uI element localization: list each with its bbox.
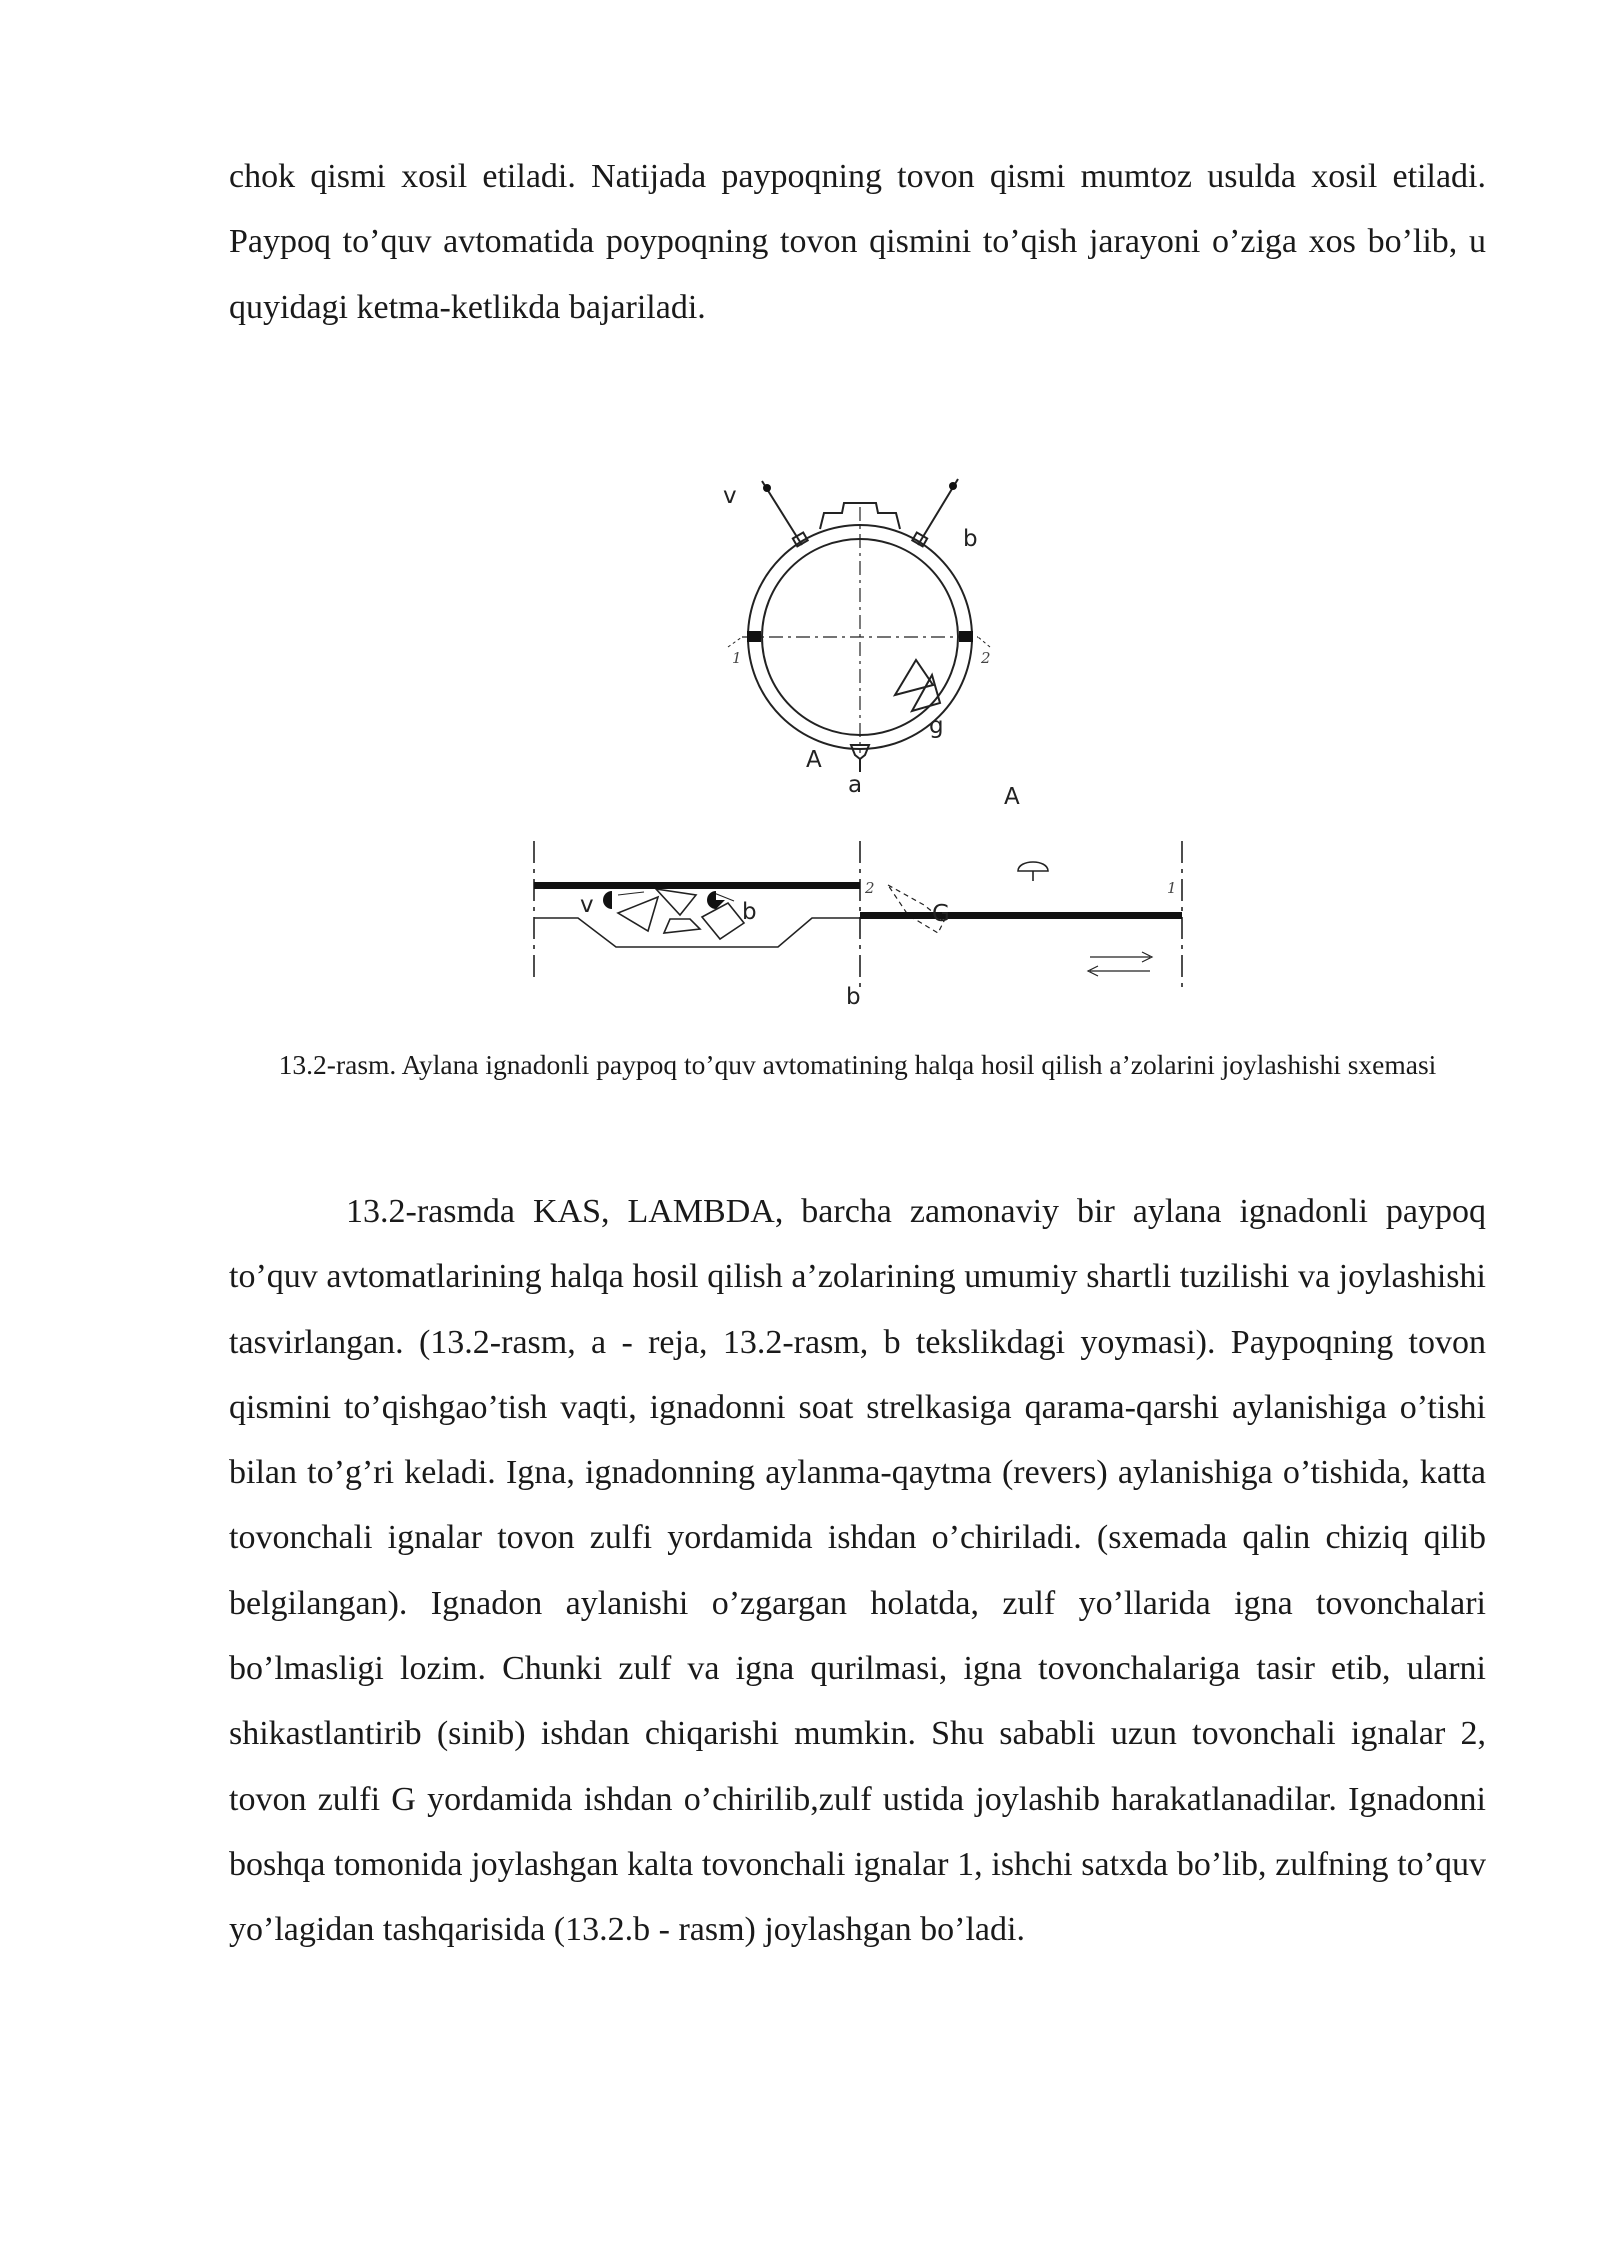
marker-2 (978, 637, 990, 647)
paragraph-main: 13.2-rasmda KAS, LAMBDA, barcha zamonaviy bir aylana ignadonli paypoq to’quv avtomatlarining halqa hosil qilish a’zolarining umumiy shartli tuzilishi va joylashishi tasvirlangan. (13.2-rasm, a - reja, 13.2-rasm, b tekslikdagi yoymasi). Paypoqning tovon qismini to’qishgao’tish vaqti, ignadonni soat strelkasiga qarama-qarshi aylanishiga o’tishi bilan to’g’ri keladi. Igna, ignadonning aylanma-qaytma (revers) aylanishiga o’tishida, katta tovonchali ignalar tovon zulfi yordamida ishdan o’chiriladi. (sxemada qalin chiziq qilib belgilangan). Ignadon aylanishi o’zgargan holatda, zulf yo’llarida igna tovonchalari bo’lmasligi lozim. Chunki zulf va igna qurilmasi, igna tovonchalariga tasir etib, ularni shikastlantirib (sinib) ishdan chiqarishi mumkin. Shu sababli uzun tovonchali ignalar 2, tovon zulfi G yordamida ishdan o’chirilib,zulf ustida joylashib harakatlanadilar. Ignadonni boshqa tomonida joylashgan kalta tovonchali ignalar 1, ishchi satxda bo’lib, zulfning to’quv yo’lagidan tashqarisida (13.2.b - rasm) joylashgan bo’ladi. (229, 1193, 1486, 1949)
arrow-v (618, 892, 644, 895)
heel-cam-g-2 (912, 675, 940, 711)
cam-shape-1 (618, 897, 658, 931)
paragraph-intro: chok qismi xosil etiladi. Natijada paypoqning tovon qismi mumtoz usulda xosil etiladi. Paypoq to’quv avtomatida poypoqning tovon qismini to’qish jarayoni o’ziga xos bo’lib, u quyidagi ketma-ketlikda bajariladi. (229, 158, 1486, 326)
figure-13-2 (530, 463, 1230, 1015)
cam-shape-2 (656, 889, 696, 915)
needle-line-2 (534, 882, 860, 889)
arrow-b (714, 893, 734, 901)
label-A-left: A (806, 747, 822, 773)
feeder-dot-right (949, 482, 957, 490)
needle-line-1 (860, 912, 1182, 919)
label-g: g (929, 713, 944, 739)
label-dev-b: b (742, 899, 757, 925)
label-A-right: A (1004, 784, 1020, 810)
cam-shape-3 (664, 919, 700, 933)
label-v: v (723, 483, 737, 509)
needle-butt-symbol (1018, 862, 1048, 871)
marker-1 (728, 637, 742, 647)
figure-caption: 13.2-rasm. Aylana ignadonli paypoq to’quv avtomatining halqa hosil qilish a’zolarini joylashishi sxemasi (278, 1049, 1437, 1080)
feeder-dot-left (763, 484, 771, 492)
label-dev-2: 2 (865, 879, 875, 897)
figure-13-2-diagram (530, 463, 1230, 1015)
label-dev-v: v (580, 892, 594, 918)
label-dev-b-bottom: b (846, 984, 861, 1010)
plan-view (728, 479, 990, 772)
rim-mark-right (959, 631, 973, 642)
label-dev-1: 1 (1167, 879, 1177, 897)
cam-shape-4 (702, 903, 744, 939)
development-view-fills (534, 882, 1182, 919)
rim-mark-left (747, 631, 761, 642)
label-2: 2 (981, 649, 991, 667)
cam-track (534, 918, 860, 947)
label-1: 1 (732, 649, 742, 667)
label-b: b (963, 526, 978, 552)
label-dev-G: G (932, 901, 950, 927)
label-a: a (848, 772, 863, 798)
needle-butt-v (603, 891, 612, 909)
heel-cam-g-1 (895, 660, 933, 695)
